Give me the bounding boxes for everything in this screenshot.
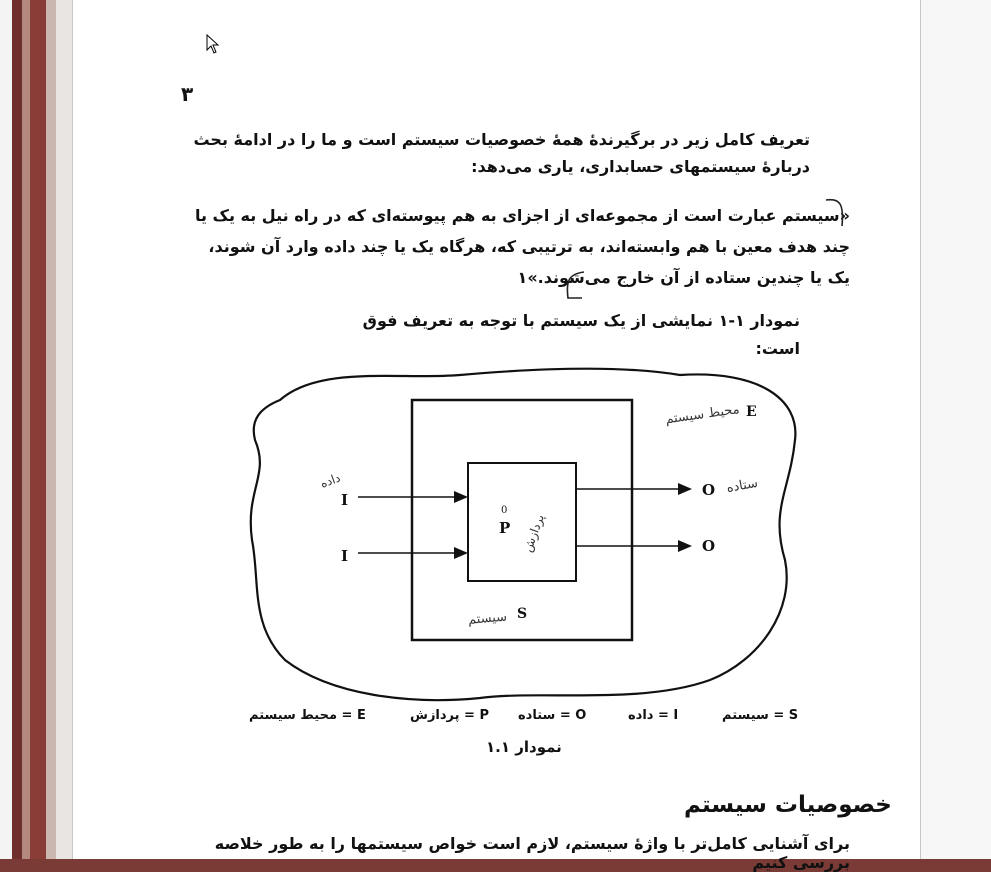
handwritten-environment: محیط سیستم	[664, 402, 741, 428]
legend-environment: محیط سیستم = E	[249, 708, 366, 723]
arrow-head	[678, 540, 692, 552]
handwritten-bracket-mark	[560, 268, 590, 304]
diagram-caption: نمودار ۱.۱	[486, 738, 562, 756]
section-heading: خصوصیات سیستم	[684, 792, 892, 818]
legend-input: داده = I	[628, 708, 679, 723]
system-diagram	[240, 360, 800, 705]
page-number: ۳	[181, 82, 194, 106]
system-label: S	[517, 606, 528, 622]
process-label: P	[499, 519, 511, 537]
output-label: O	[702, 537, 716, 555]
arrow-head	[678, 483, 692, 495]
process-small-label: 0	[501, 505, 508, 516]
paragraph-chart-intro: نمودار ۱-۱ نمایشی از یک سیستم با توجه به تعریف فوق است:	[362, 311, 800, 358]
handwritten-output: ستاده	[725, 475, 760, 497]
environment-label: E	[746, 404, 757, 420]
arrow-head	[454, 547, 468, 559]
arrow-head	[454, 491, 468, 503]
input-label: I	[341, 547, 349, 565]
legend-output: ستاده = O	[518, 708, 587, 723]
output-label: O	[702, 481, 716, 499]
right-background-strip	[919, 0, 991, 859]
input-label: I	[341, 491, 349, 509]
handwritten-bracket-mark	[820, 196, 850, 232]
legend-system: سیستم = S	[722, 708, 799, 723]
handwritten-input: داده	[318, 470, 343, 491]
handwritten-system: سیستم	[467, 609, 508, 628]
handwritten-process: پردازش	[520, 512, 547, 554]
paragraph-cutoff: برای آشنایی کامل‌تر با واژهٔ سیستم، لازم است خواص سیستمها را به طور خلاصه بررسی کنیم	[214, 834, 850, 872]
paragraph-definition: «سیستم عبارت است از مجموعه‌ای از اجزای به هم پیوسته‌ای که در راه نیل به یک یا چند هدف معین با هم وابسته‌اند، به ترتیبی که، هرگاه یک یا چند داده وارد آن شوند، یک یا چندین ستاده از آن خارج می‌شوند.»۱	[194, 206, 850, 287]
process-box	[468, 463, 576, 581]
system-box	[412, 400, 632, 640]
mouse-cursor-icon	[206, 34, 220, 54]
left-background-strip	[0, 0, 72, 859]
paragraph-intro: تعریف کامل زیر در برگیرندهٔ همهٔ خصوصیات سیستم است و ما را در ادامهٔ بحث دربارهٔ سیستمهای حسابداری، یاری می‌دهد:	[193, 130, 810, 176]
legend-process: پردازش = P	[410, 708, 490, 723]
